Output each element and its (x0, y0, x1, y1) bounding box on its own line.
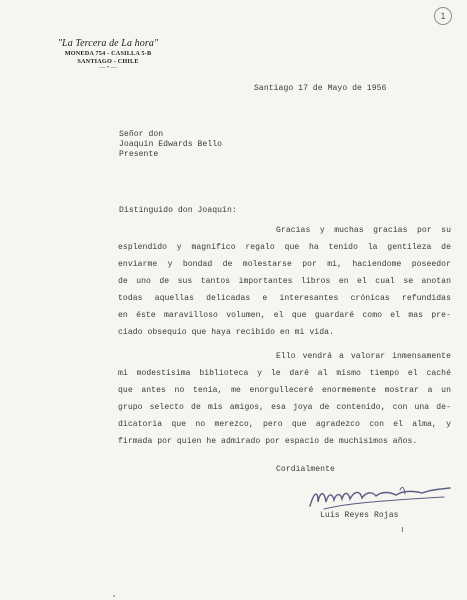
paragraph-1-line: de uno de sus tantos importantes libros en el cual se anotan (118, 277, 451, 286)
signer-name: Luis Reyes Rojas (320, 511, 399, 520)
paragraph-2-line: Ello vendrá a valorar inmensamente (276, 352, 451, 361)
letterhead-address: MONEDA 754 - CASILLA 5-B (64, 50, 152, 57)
paper-speck (113, 595, 115, 597)
paragraph-1-line: Gracias y muchas gracias por su (276, 226, 451, 235)
recipient-line-3: Presente (119, 150, 159, 159)
page-number-stamp: 1 (434, 7, 452, 25)
paragraph-1-line: ciado obsequio que haya recibido en mi vida. (118, 328, 334, 337)
paragraph-2-line: firmada por quien he admirado por espacio de muchisimos años. (118, 437, 418, 446)
recipient-line-1: Señor don (119, 130, 164, 139)
letterhead-city: SANTIAGO - CHILE (77, 58, 139, 65)
salutation: Distinguido don Joaquín: (119, 206, 237, 215)
paragraph-1-line: enviarme y bondad de molestarse por mi, haciendome poseedor (118, 260, 451, 269)
ink-tick-mark (402, 527, 403, 532)
paragraph-2-line: dicatoria que no merezco, pero que agradezco con el alma, y (118, 420, 451, 429)
letter-date: Santiago 17 de Mayo de 1956 (254, 84, 387, 93)
paragraph-1-line: en éste maravilloso volumen, el que guardaré como el mas pre- (118, 311, 451, 320)
paragraph-1-line: todas aquellas delicadas e interesantes crónicas refundidas (118, 294, 451, 303)
recipient-line-2: Joaquín Edwards Bello (119, 140, 223, 149)
paragraph-2-line: grupo selecto de mis amigos, esa joya de contenido, con una de- (118, 403, 451, 412)
paragraph-2-line: que antes no tenia, me enorgulleceré enormemente mostrar a un (118, 386, 451, 395)
paragraph-2-line: mi modestísima biblioteca y le daré al mismo tiempo el caché (118, 369, 451, 378)
handwritten-signature (304, 482, 454, 514)
closing: Cordialmente (276, 465, 335, 474)
letterhead (48, 38, 168, 71)
paragraph-1-line: esplendido y magnífico regalo que ha tenido la gentileza de (118, 243, 451, 252)
letterhead-name: "La Tercera de La hora" (57, 38, 159, 49)
letterhead-ornament: — • — (99, 65, 117, 71)
